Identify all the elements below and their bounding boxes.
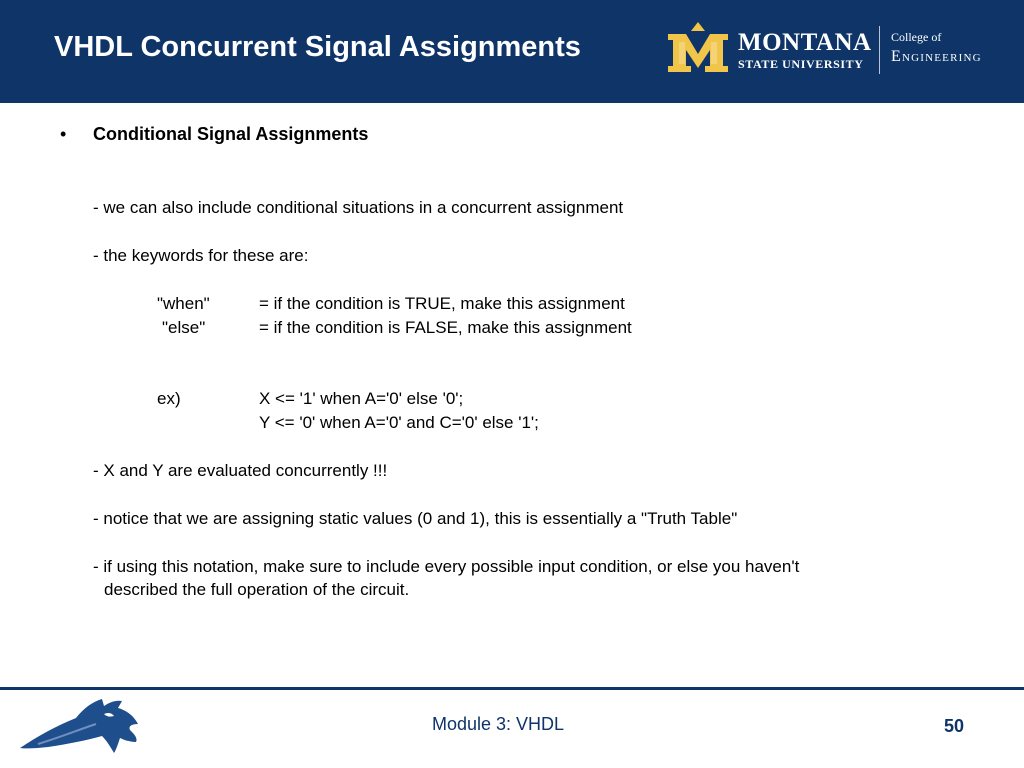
logo-college-name: Engineering	[891, 48, 982, 65]
example-code-y: Y <= '0' when A='0' and C='0' else '1';	[259, 413, 539, 432]
logo-wordmark: MONTANA	[738, 29, 872, 56]
body-line-concurrent: - X and Y are evaluated concurrently !!!	[93, 461, 388, 480]
page-number: 50	[944, 716, 965, 736]
slide-title: VHDL Concurrent Signal Assignments	[54, 31, 581, 63]
example-label: ex)	[157, 389, 181, 408]
logo-college-of: College of	[891, 30, 942, 44]
body-line-conditional: - we can also include conditional situations in a concurrent assignment	[93, 198, 624, 217]
slide-header	[0, 0, 1024, 103]
keyword-when-description: = if the condition is TRUE, make this assignment	[259, 294, 625, 313]
footer-divider	[0, 687, 1024, 690]
msu-engineering-logo	[665, 20, 1015, 80]
body-line-input-conditions: - if using this notation, make sure to include every possible input condition, or else you haven't	[93, 557, 800, 576]
body-line-truth-table: - notice that we are assigning static values (0 and 1), this is essentially a "Truth Table"	[93, 509, 738, 528]
logo-divider	[879, 26, 880, 74]
keyword-else-description: = if the condition is FALSE, make this assignment	[259, 318, 632, 337]
section-heading: Conditional Signal Assignments	[93, 124, 369, 144]
keyword-when: "when"	[157, 294, 210, 313]
msu-m-logo-icon	[665, 20, 731, 76]
logo-subtitle: STATE UNIVERSITY	[738, 57, 864, 71]
bobcat-mascot-icon	[18, 696, 142, 754]
body-line-input-conditions-cont: described the full operation of the circuit.	[104, 580, 410, 599]
bullet-marker: •	[60, 124, 67, 144]
body-line-keywords: - the keywords for these are:	[93, 246, 309, 265]
example-code-x: X <= '1' when A='0' else '0';	[259, 389, 464, 408]
footer-module: Module 3: VHDL	[432, 714, 565, 734]
keyword-else: "else"	[162, 318, 206, 337]
